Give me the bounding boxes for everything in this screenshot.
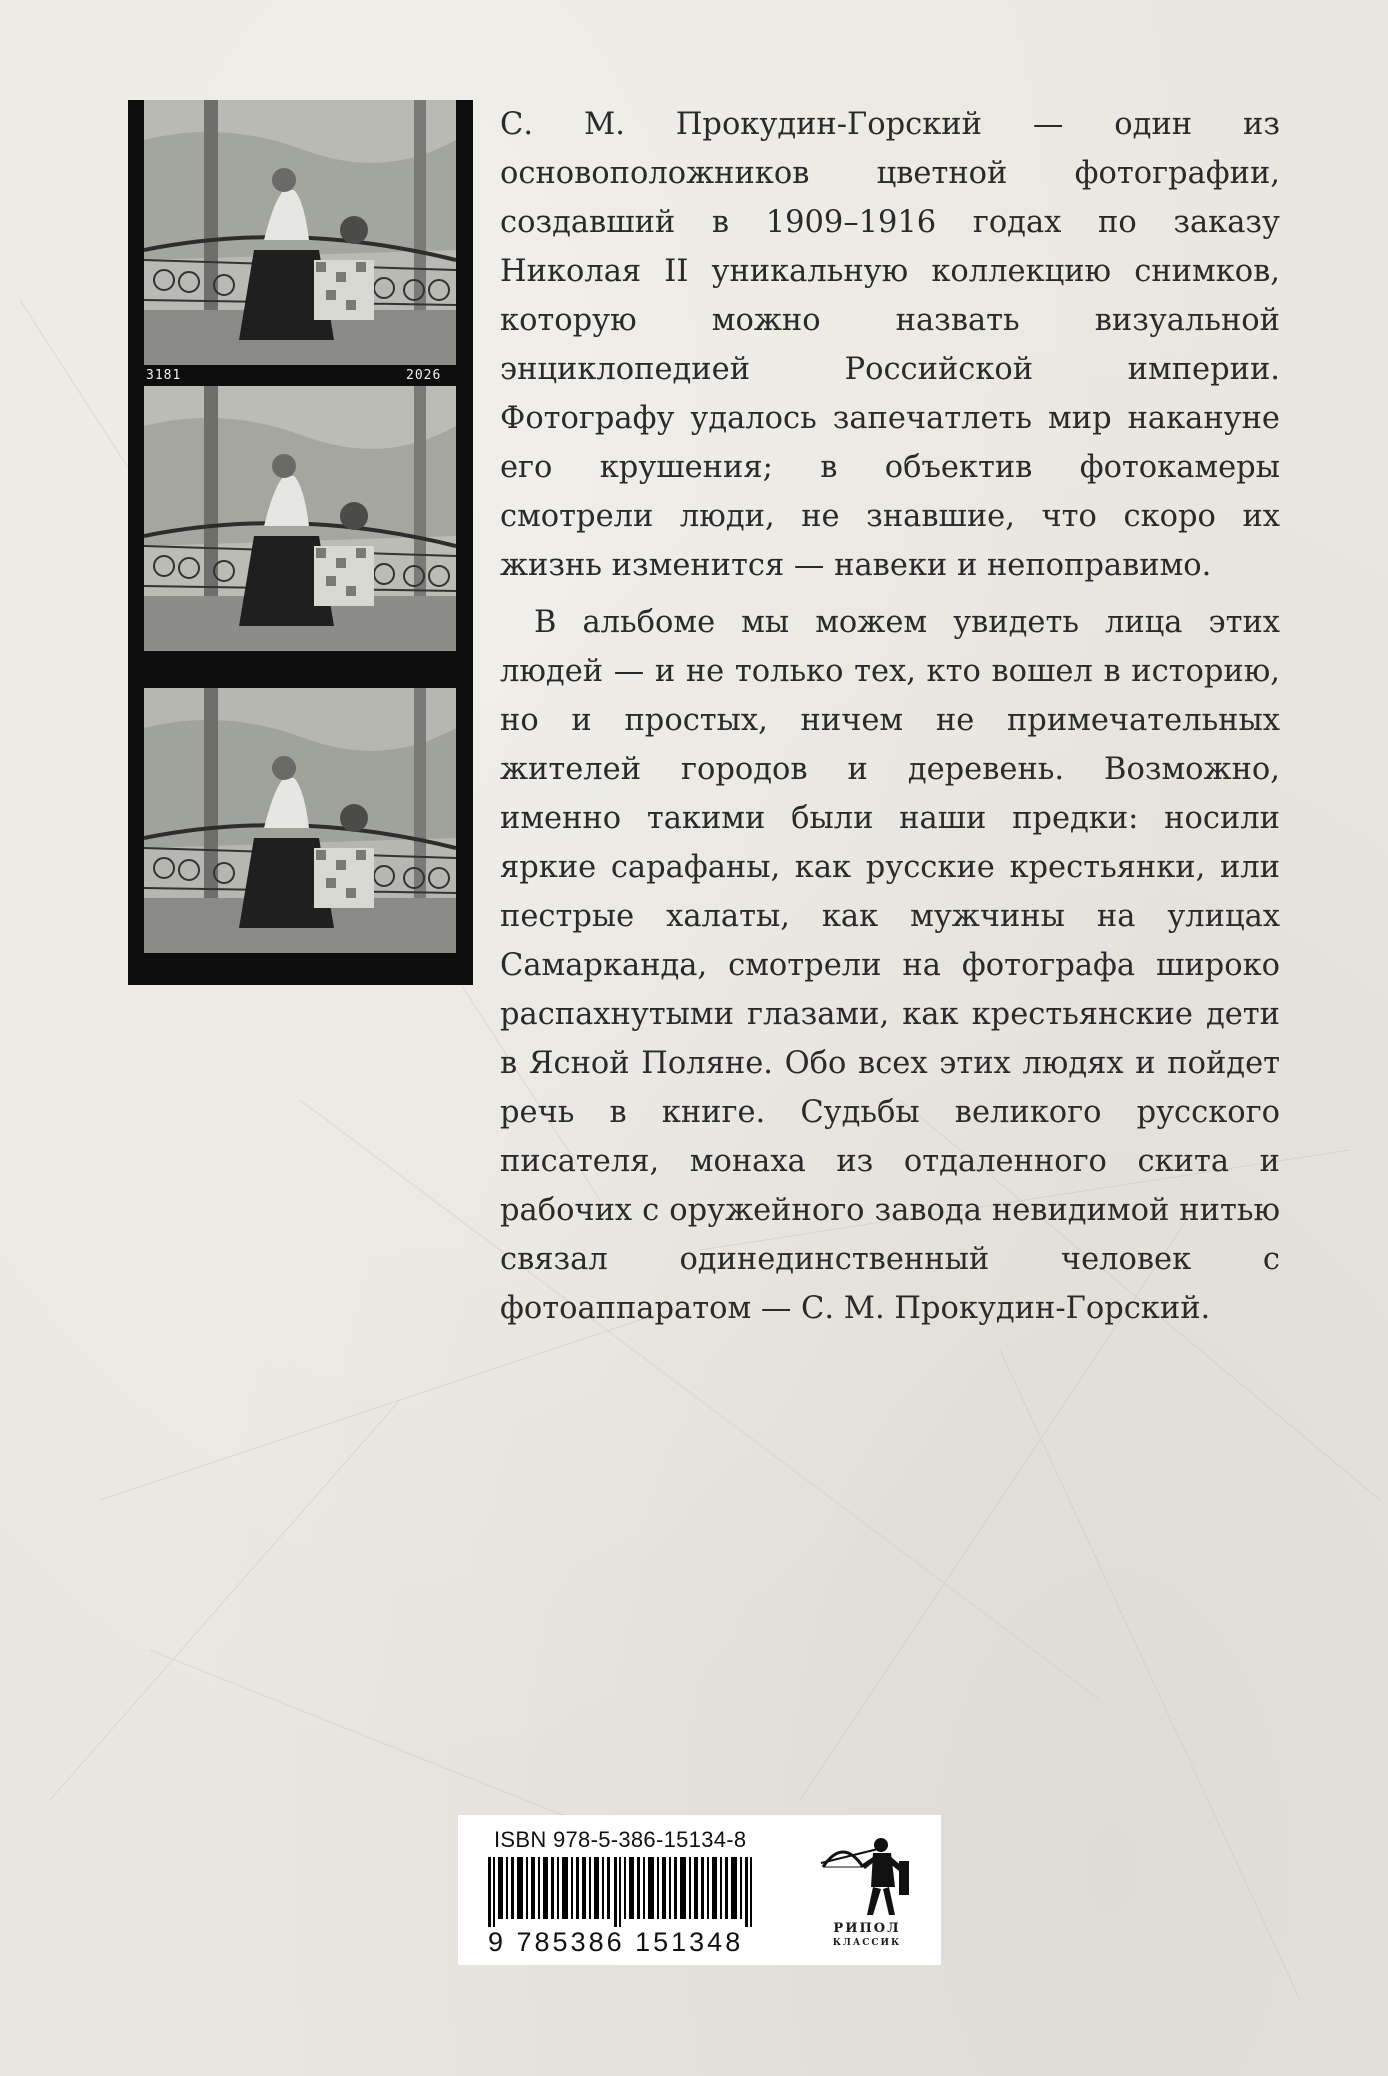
publisher-name: РИПОЛ [833,1921,901,1936]
barcode-digits: 9 785386 151348 [488,1927,744,1957]
description-paragraph-1: С. М. Прокудин-Горский — один из основоположников цветной фотографии, создавший в 1909–1916 годах по заказу Николая II уникальную коллекцию снимков, которую можно назвать визуальной энциклопедией Российской империи. Фотографу удалось запечатлеть мир накануне его крушения; в объектив фотокамеры смотрели люди, не знавшие, что скоро их жизнь изменится — навеки и непоправимо. [500,107,1280,583]
barcode-bars [488,1857,788,1927]
frame-number-right: 2026 [406,368,442,383]
photo-frame-2 [144,386,456,651]
description-paragraph-2: В альбоме мы можем увидеть лица этих людей — и не только тех, кто вошел в историю, но и простых, ничем не примечательных жителей городов и деревень. Возможно, именно такими были наши предки: носили яркие сарафаны, как русские крестьянки, или пестрые халаты, как мужчины на улицах Самарканда, смотрели на фотографа широко распахнутыми глазами, как крестьянские дети в Ясной Поляне. Обо всех этих людях и пойдет речь в книге. Судьбы великого русского писателя, монаха из отдаленного скита и рабочих с оружейного завода невидимой нитью связал одинединственный человек с фотоаппаратом — С. М. Прокудин-Горский. [500,605,1280,1326]
barcode-panel [458,1815,941,1965]
photo-frame-1 [144,100,456,365]
balcony-photo-2 [144,386,456,651]
balcony-photo-3 [144,688,456,953]
isbn-label: ISBN 978-5-386-15134-8 [494,1827,747,1852]
photo-filmstrip [128,100,473,985]
book-description [500,100,1280,1333]
photo-frame-3 [144,688,456,953]
frame-number-left: 3181 [146,368,182,383]
balcony-photo-1 [144,100,456,365]
publisher-subtitle: КЛАССИК [832,1938,902,1948]
